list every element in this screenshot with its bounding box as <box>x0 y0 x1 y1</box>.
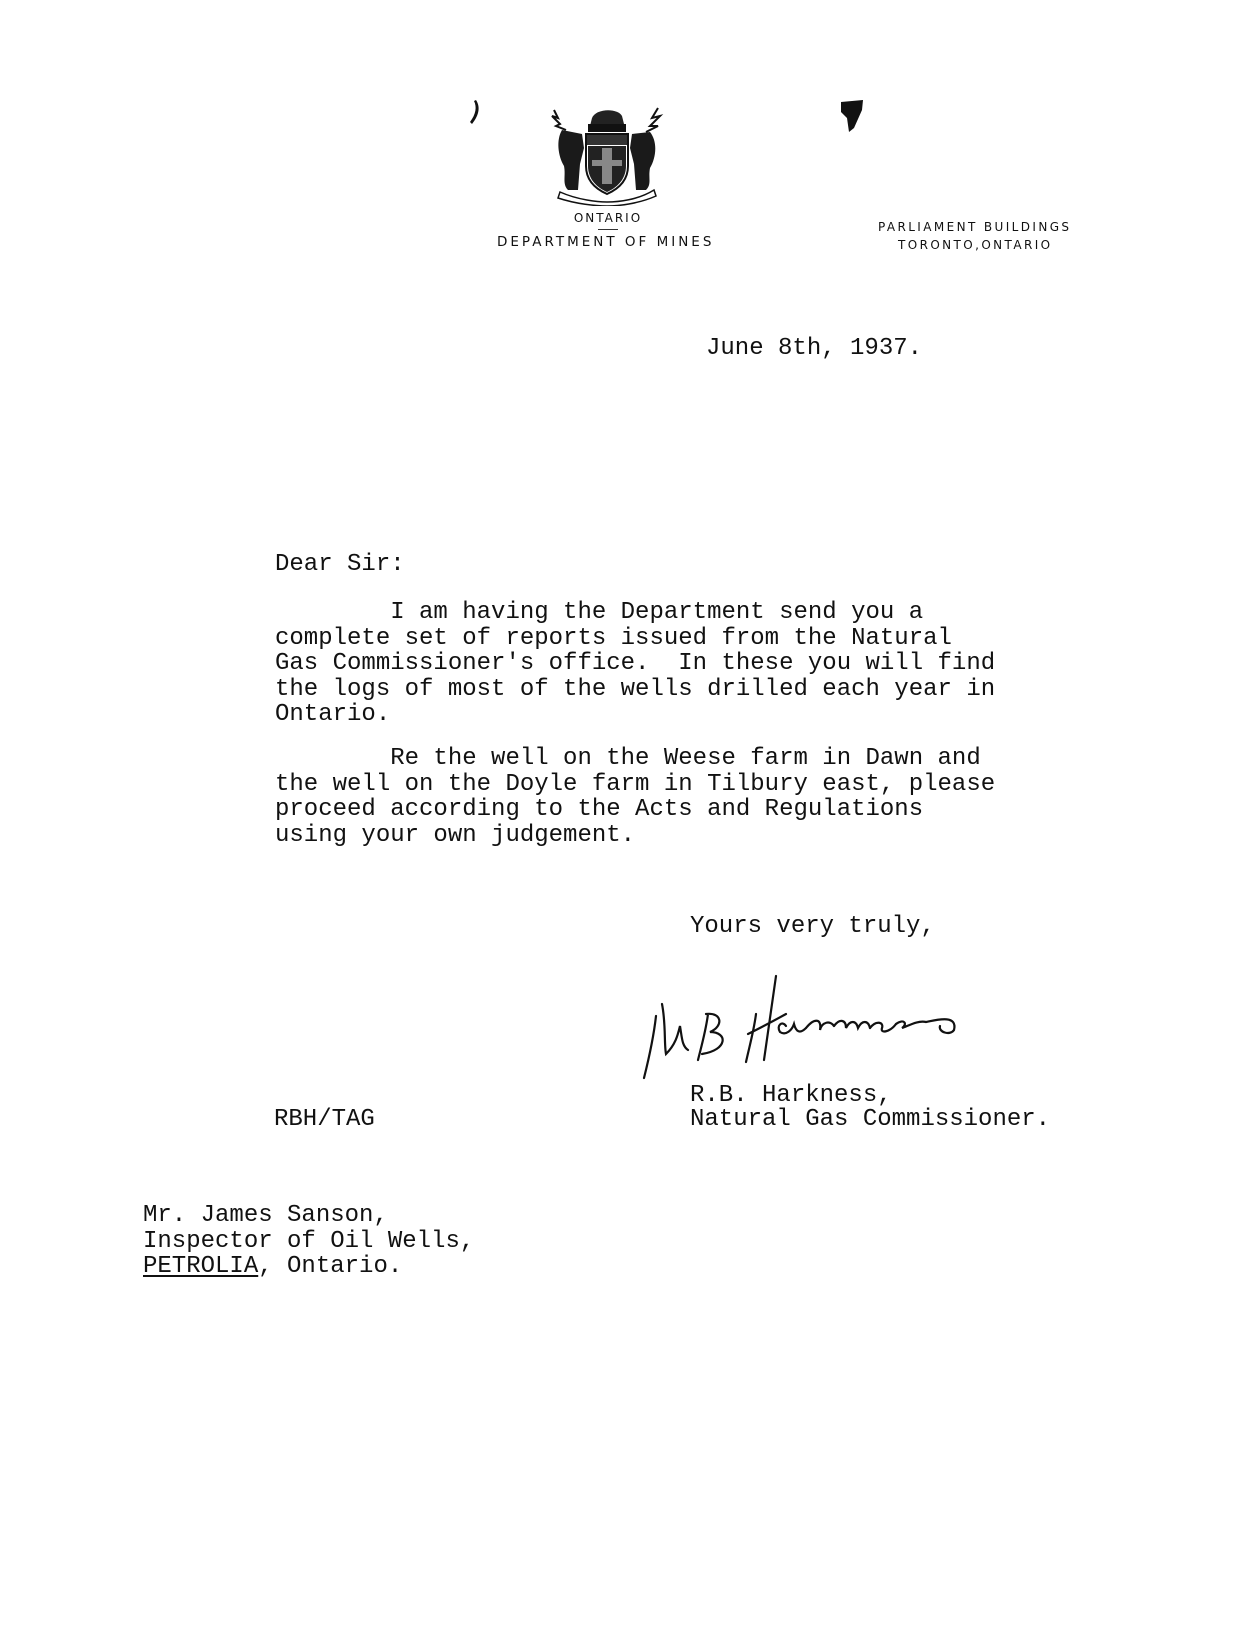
paragraph-2-line: Re the well on the Weese farm in Dawn and <box>275 745 981 772</box>
signer-title: Natural Gas Commissioner. <box>690 1106 1051 1133</box>
signer-name: R.B. Harkness, <box>690 1082 892 1109</box>
salutation: Dear Sir: <box>275 551 405 578</box>
letterhead-address-line2: TORONTO,ONTARIO <box>898 238 1053 252</box>
reference-initials: RBH/TAG <box>274 1106 375 1133</box>
letter-date: June 8th, 1937. <box>706 335 923 362</box>
paragraph-2-line: the well on the Doyle farm in Tilbury east, please <box>275 770 996 798</box>
paragraph-1-line: the logs of most of the wells drilled each year in <box>275 675 996 703</box>
paragraph-2-line: using your own judgement. <box>275 821 636 849</box>
paragraph-1-line: Ontario. <box>275 701 391 728</box>
ontario-coat-of-arms-icon <box>548 104 666 206</box>
ink-mark-right <box>838 98 866 136</box>
recipient-name: Mr. James Sanson, <box>143 1202 388 1229</box>
recipient-address <box>143 1203 474 1280</box>
letterhead-province: ONTARIO <box>573 211 643 225</box>
letterhead-department: DEPARTMENT OF MINES <box>497 234 715 250</box>
ink-mark-left <box>466 98 486 128</box>
paragraph-2 <box>275 746 995 848</box>
paragraph-1 <box>275 600 995 728</box>
recipient-title: Inspector of Oil Wells, <box>143 1227 475 1255</box>
paragraph-2-line: proceed according to the Acts and Regulations <box>275 796 924 823</box>
recipient-province: , Ontario. <box>258 1253 403 1280</box>
letterhead-divider <box>598 229 618 230</box>
closing: Yours very truly, <box>690 913 935 940</box>
recipient-location <box>143 1254 474 1280</box>
paragraph-1-line: I am having the Department send you a <box>275 599 924 626</box>
handwritten-signature-icon <box>636 974 966 1084</box>
paragraph-1-line: complete set of reports issued from the Natural <box>275 624 952 652</box>
letterhead-address-line1: PARLIAMENT BUILDINGS <box>878 220 1072 234</box>
recipient-town: PETROLIA <box>143 1253 259 1280</box>
paragraph-1-line: Gas Commissioner's office. In these you will find <box>275 650 996 677</box>
